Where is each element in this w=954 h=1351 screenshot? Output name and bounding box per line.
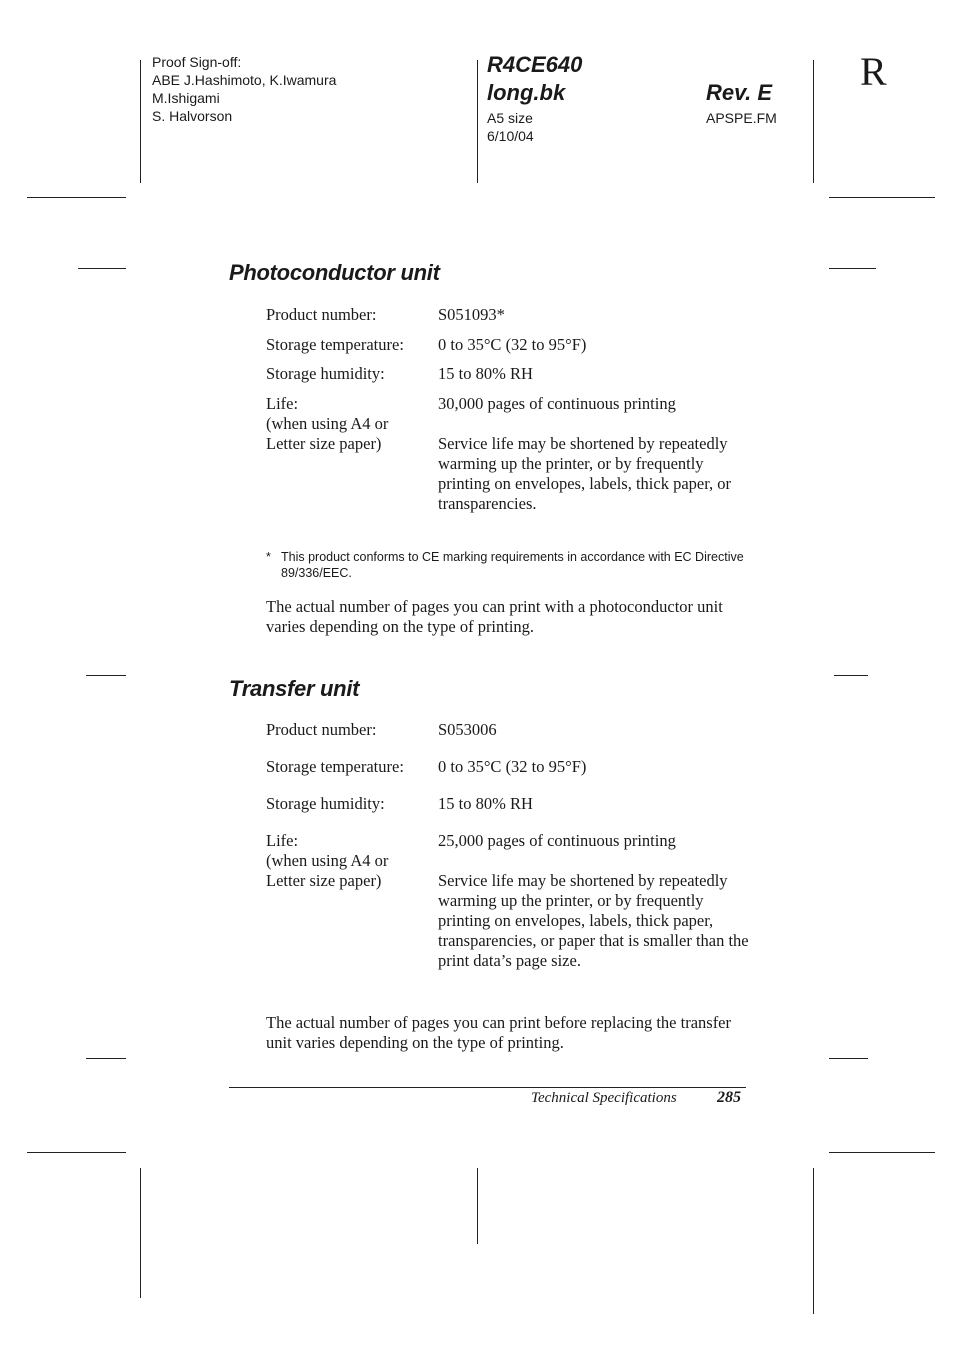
spec-value: 15 to 80% RH (438, 794, 533, 813)
book-name: long.bk (487, 80, 566, 105)
crop-line (477, 60, 478, 183)
footer-rule (229, 1087, 746, 1088)
crop-line (477, 1168, 478, 1244)
spec-label: Product number: (266, 720, 377, 739)
spec-label: Product number: (266, 305, 377, 324)
section-title-photoconductor: Photoconductor unit (229, 260, 440, 285)
life-label-line: Letter size paper) (266, 434, 382, 453)
footer-section: Technical Specifications (531, 1090, 677, 1106)
crop-line (27, 1152, 126, 1153)
spec-label: Storage temperature: (266, 335, 404, 354)
proof-line: Proof Sign-off: (152, 54, 242, 70)
crop-line (829, 1058, 868, 1059)
crop-line (813, 1168, 814, 1314)
file-name: APSPE.FM (706, 110, 777, 126)
page-number: 285 (717, 1089, 741, 1106)
life-label-line: Life: (266, 831, 299, 850)
crop-line (78, 268, 126, 269)
crop-line (140, 1168, 141, 1298)
life-label (266, 831, 431, 891)
crop-line (86, 675, 126, 676)
spec-value: S051093* (438, 305, 505, 324)
print-date: 6/10/04 (487, 128, 534, 144)
crop-line (829, 197, 935, 198)
life-note: Service life may be shortened by repeatedly warming up the printer, or by frequently printing on envelopes, labels, thick paper, transparencies, or paper that is smaller than the print data’s page size. (438, 871, 749, 970)
spec-label: Storage humidity: (266, 364, 385, 383)
life-label (266, 394, 431, 454)
crop-line (86, 1058, 126, 1059)
proof-line: S. Halvorson (152, 108, 233, 124)
life-value: 30,000 pages of continuous printing (438, 394, 676, 413)
crop-line (829, 268, 876, 269)
transfer-paragraph: The actual number of pages you can print before replacing the transfer unit varies depending on the type of printing. (266, 1013, 732, 1052)
corner-letter: R (860, 49, 887, 94)
page-size: A5 size (487, 110, 533, 126)
life-label-line: Letter size paper) (266, 871, 382, 890)
spec-value: 15 to 80% RH (438, 364, 533, 383)
spec-value: 0 to 35°C (32 to 95°F) (438, 757, 587, 776)
spec-label: Storage humidity: (266, 794, 385, 813)
crop-line (813, 60, 814, 183)
doc-code: R4CE640 (487, 52, 583, 77)
proof-line: ABE J.Hashimoto, K.Iwamura (152, 72, 337, 88)
footnote-text: This product conforms to CE marking requirements in accordance with EC Directive 89/336/EEC. (281, 550, 744, 580)
life-label-line: (when using A4 or (266, 851, 389, 870)
crop-line (829, 1152, 935, 1153)
proof-signoff (152, 53, 462, 125)
spec-label: Storage temperature: (266, 757, 404, 776)
revision: Rev. E (706, 80, 773, 105)
life-value: 25,000 pages of continuous printing (438, 831, 676, 850)
life-label-line: Life: (266, 394, 299, 413)
crop-line (834, 675, 868, 676)
section-title-transfer: Transfer unit (229, 676, 360, 701)
crop-line (140, 60, 141, 183)
footnote-mark: * (266, 550, 271, 564)
proof-line: M.Ishigami (152, 90, 220, 106)
spec-value: 0 to 35°C (32 to 95°F) (438, 335, 587, 354)
photoconductor-paragraph: The actual number of pages you can print with a photoconductor unit varies depending on the type of printing. (266, 597, 723, 636)
crop-line (27, 197, 126, 198)
life-label-line: (when using A4 or (266, 414, 389, 433)
spec-value: S053006 (438, 720, 497, 739)
life-note: Service life may be shortened by repeatedly warming up the printer, or by frequently printing on envelopes, labels, thick paper, or transparencies. (438, 434, 732, 513)
